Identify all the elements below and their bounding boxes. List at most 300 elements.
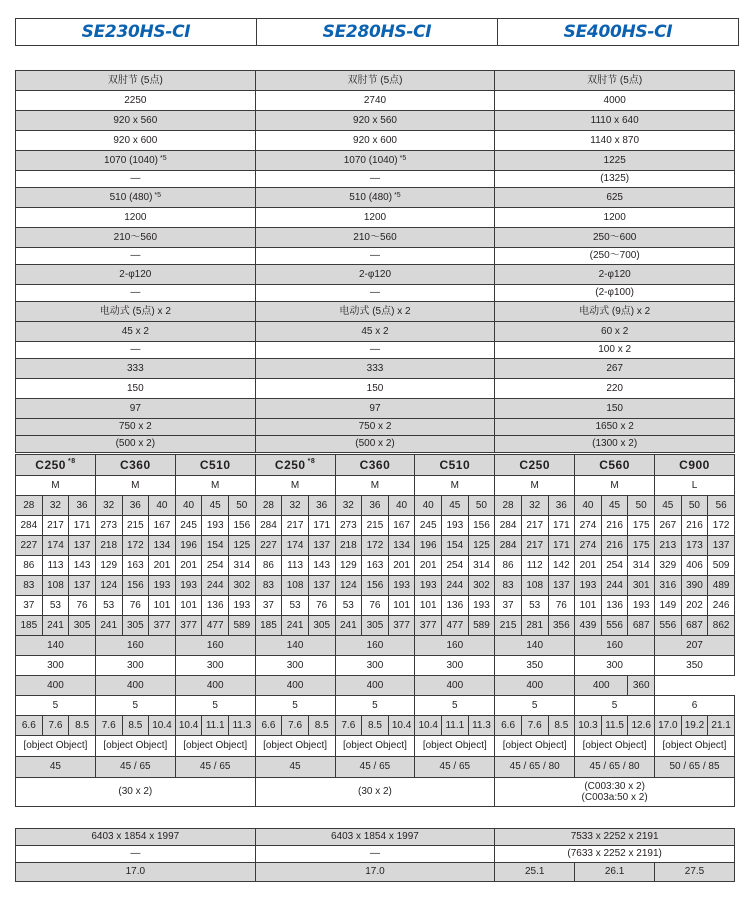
speed-cell	[655, 656, 735, 676]
value-cell	[521, 596, 548, 616]
dimension-cell-text: —	[130, 848, 141, 859]
value-cell	[149, 556, 176, 576]
value-cell-text: 217	[286, 519, 304, 531]
spec-cell	[255, 436, 495, 453]
rpm-cell	[175, 676, 255, 696]
spec-cell-text: 双肘节 (5点)	[347, 74, 403, 86]
value-cell-text: 76	[555, 599, 567, 611]
value-cell-text: 125	[473, 539, 490, 551]
value-cell-text: 274	[579, 539, 597, 551]
value-cell-text: 134	[393, 539, 410, 551]
value-cell	[255, 556, 282, 576]
value-cell	[335, 536, 362, 556]
spec-cell-text: 920 x 600	[113, 134, 158, 146]
value-cell-text: 32	[289, 499, 301, 511]
weight-cell-text: 17.0	[125, 866, 146, 877]
heater-cell	[122, 716, 149, 736]
value-cell-text: 193	[153, 579, 171, 591]
value-cell-text: 284	[20, 519, 38, 531]
spec-cell	[495, 71, 735, 91]
value-cell	[681, 536, 708, 556]
value-cell	[468, 556, 495, 576]
value-cell	[628, 516, 655, 536]
spec-cell	[255, 342, 495, 359]
value-cell	[468, 616, 495, 636]
spec-cell	[16, 248, 256, 265]
hopper-cell	[175, 757, 255, 778]
spec-cell	[495, 342, 735, 359]
value-cell-text: 136	[206, 599, 224, 611]
value-cell	[69, 556, 96, 576]
value-cell	[122, 496, 149, 516]
dimension-cell-text: 7533 x 2252 x 2191	[570, 831, 659, 842]
value-cell	[42, 496, 69, 516]
value-cell	[495, 536, 522, 556]
spec-row	[16, 342, 735, 359]
value-cell	[495, 516, 522, 536]
value-cell-text: 37	[23, 599, 35, 611]
ejector-cell-text: (30 x 2)	[357, 786, 392, 797]
spec-cell	[255, 399, 495, 419]
stroke-cell-text: 160	[366, 639, 384, 651]
value-cell	[601, 596, 628, 616]
motor-cell-text: [object Object]	[183, 740, 248, 751]
value-cell-text: 241	[339, 619, 357, 631]
unit-name-cell-text: C250	[274, 458, 306, 472]
value-cell	[122, 516, 149, 536]
value-cell-text: 32	[529, 499, 541, 511]
heater-cell	[415, 716, 442, 736]
zones-cell-text: 5	[531, 699, 538, 711]
heater-cell-text: 6.6	[501, 719, 516, 731]
heater-cell-text: 12.6	[631, 719, 651, 731]
value-cell-text: 201	[419, 559, 437, 571]
value-cell-text: 241	[286, 619, 304, 631]
value-cell-text: 439	[579, 619, 597, 631]
value-cell	[708, 496, 735, 516]
spec-cell	[16, 265, 256, 285]
hopper-cell	[16, 757, 96, 778]
value-cell	[175, 616, 202, 636]
hopper-cell-text: 45 / 65	[199, 761, 231, 772]
value-cell-text: 377	[180, 619, 197, 631]
spec-cell-text: (1300 x 2)	[592, 438, 638, 449]
value-cell-text: 216	[686, 519, 703, 531]
rpm-cell-text: 400	[446, 679, 464, 691]
hopper-cell	[495, 757, 575, 778]
value-cell-text: 193	[446, 519, 464, 531]
value-cell-text: 377	[419, 619, 437, 631]
zones-cell	[415, 696, 495, 716]
value-cell	[362, 596, 389, 616]
unit-name-cell	[575, 455, 655, 476]
hopper-cell-text: 45 / 65 / 80	[509, 761, 560, 772]
stroke-cell	[255, 636, 335, 656]
value-cell	[229, 516, 256, 536]
heater-cell	[175, 716, 202, 736]
value-cell-text: 53	[529, 599, 541, 611]
screw-type-cell-text: M	[290, 479, 300, 491]
injection-spec-table	[15, 454, 735, 807]
value-cell	[495, 616, 522, 636]
speed-cell-text: 300	[126, 659, 144, 671]
value-cell-text: 45	[449, 499, 461, 511]
stroke-cell	[335, 636, 415, 656]
spec-cell-text: 45 x 2	[361, 325, 389, 337]
value-cell	[42, 616, 69, 636]
heater-cell-text: 11.3	[232, 719, 252, 731]
value-cell-text: 171	[313, 519, 331, 531]
value-cell-text: 316	[659, 579, 677, 591]
rpm-cell	[628, 676, 655, 696]
value-cell-text: 193	[393, 579, 410, 591]
zones-cell	[16, 696, 96, 716]
footnote-mark: *5	[394, 191, 401, 199]
heater-cell	[202, 716, 229, 736]
spec-cell-text: 97	[369, 402, 381, 414]
speed-cell-text: 300	[606, 659, 623, 671]
value-cell	[16, 596, 43, 616]
motor-cell-text: [object Object]	[662, 740, 727, 751]
value-cell	[122, 556, 149, 576]
value-cell-text: 137	[313, 579, 331, 591]
value-cell-text: 171	[552, 519, 570, 531]
dimension-cell	[495, 846, 735, 863]
value-cell-text: 356	[552, 619, 570, 631]
stroke-cell	[575, 636, 655, 656]
spec-cell-text: 电动式 (5点) x 2	[99, 305, 171, 317]
value-cell-text: 124	[100, 579, 118, 591]
value-cell-text: 108	[526, 579, 544, 591]
injection-value-row	[16, 556, 735, 576]
spec-cell-text: 150	[126, 382, 144, 394]
zones-cell-text: 5	[292, 699, 298, 711]
value-cell	[388, 536, 415, 556]
value-cell	[388, 596, 415, 616]
hopper-cell-text: 45 / 65	[120, 761, 151, 772]
value-cell-text: 101	[153, 599, 171, 611]
spec-cell	[16, 342, 256, 359]
value-cell	[175, 576, 202, 596]
value-cell-text: 172	[712, 519, 730, 531]
value-cell-text: 143	[73, 559, 91, 571]
stroke-cell-text: 160	[126, 639, 144, 651]
hopper-cell	[335, 757, 415, 778]
value-cell-text: 193	[206, 519, 224, 531]
value-cell-text: 216	[606, 519, 623, 531]
hopper-cell-text: 45 / 65 / 80	[589, 761, 640, 772]
value-cell	[575, 556, 602, 576]
dimension-cell	[255, 829, 495, 846]
heater-cell	[708, 716, 735, 736]
value-cell-text: 40	[582, 499, 594, 511]
spec-cell	[255, 285, 495, 302]
spec-row	[16, 228, 735, 248]
spec-cell	[495, 171, 735, 188]
zones-cell-text: 5	[611, 699, 618, 711]
screw-type-cell-text: M	[610, 479, 619, 491]
value-cell-text: 244	[606, 579, 623, 591]
value-cell	[362, 576, 389, 596]
heater-cell-text: 11.5	[605, 719, 624, 731]
dimension-cell	[16, 829, 256, 846]
value-cell	[442, 516, 469, 536]
value-cell-text: 113	[287, 559, 304, 571]
value-cell	[255, 516, 282, 536]
screw-type-cell	[575, 476, 655, 496]
value-cell-text: 40	[396, 499, 408, 511]
value-cell	[16, 496, 43, 516]
value-cell	[681, 496, 708, 516]
heater-cell	[308, 716, 335, 736]
value-cell	[202, 516, 229, 536]
ejector-line: (C003:30 x 2)	[584, 781, 645, 792]
stroke-cell-text: 160	[446, 639, 464, 651]
value-cell-text: 862	[712, 619, 730, 631]
value-cell	[16, 556, 43, 576]
hopper-cell-text: 45	[49, 761, 61, 772]
weight-cell	[16, 863, 256, 882]
value-cell-text: 101	[419, 599, 437, 611]
value-cell-text: 390	[686, 579, 703, 591]
value-cell-text: 175	[632, 539, 650, 551]
value-cell	[308, 576, 335, 596]
spec-cell-text: 60 x 2	[601, 325, 629, 337]
speed-cell	[335, 656, 415, 676]
screw-type-cell	[16, 476, 96, 496]
unit-name-cell-text: C360	[359, 458, 391, 472]
stroke-cell	[655, 636, 735, 656]
spec-cell	[16, 379, 256, 399]
value-cell-text: 213	[659, 539, 677, 551]
value-cell	[95, 536, 122, 556]
value-cell	[628, 556, 655, 576]
value-cell-text: 149	[659, 599, 677, 611]
motor-cell-text: [object Object]	[263, 740, 328, 751]
value-cell-text: 477	[206, 619, 224, 631]
value-cell	[468, 516, 495, 536]
value-cell	[681, 576, 708, 596]
heater-cell	[69, 716, 96, 736]
value-cell	[175, 496, 202, 516]
dimension-cell-text: 6403 x 1854 x 1997	[91, 831, 180, 842]
spec-cell-text: (2-φ100)	[595, 287, 635, 298]
value-cell-text: 377	[393, 619, 410, 631]
value-cell-text: 254	[206, 559, 224, 571]
value-cell-text: 284	[499, 519, 517, 531]
value-cell-text: 201	[393, 559, 410, 571]
value-cell	[468, 496, 495, 516]
zones-cell-text: 6	[691, 699, 698, 711]
screw-type-cell	[655, 476, 735, 496]
weight-cell-text: 17.0	[365, 866, 385, 877]
spec-cell-text: 510 (480)	[109, 191, 153, 203]
rpm-cell	[255, 676, 335, 696]
value-cell	[202, 556, 229, 576]
spec-cell-text: 1200	[603, 211, 626, 223]
value-cell-text: 406	[686, 559, 703, 571]
hopper-cell	[95, 757, 175, 778]
value-cell	[282, 516, 309, 536]
spec-cell	[495, 228, 735, 248]
value-cell-text: 217	[526, 539, 544, 551]
value-cell-text: 124	[339, 579, 357, 591]
heater-cell-text: 7.6	[341, 719, 356, 731]
spec-cell-text: 267	[606, 362, 623, 374]
value-cell	[628, 616, 655, 636]
spec-cell	[495, 436, 735, 453]
heater-cell-text: 11.1	[205, 719, 225, 731]
value-cell	[229, 576, 256, 596]
value-cell	[575, 576, 602, 596]
spec-cell-text: 750 x 2	[118, 421, 152, 432]
value-cell-text: 185	[260, 619, 277, 631]
spec-cell-text: 2-φ120	[119, 268, 152, 280]
spec-row	[16, 359, 735, 379]
value-cell	[282, 496, 309, 516]
value-cell	[442, 576, 469, 596]
value-cell-text: 101	[579, 599, 597, 611]
speed-cell-text: 300	[286, 659, 304, 671]
motor-cell-text: [object Object]	[422, 740, 487, 751]
value-cell-text: 156	[473, 519, 490, 531]
footnote-mark: *5	[159, 154, 167, 162]
stroke-cell-text: 140	[526, 639, 544, 651]
value-cell-text: 305	[366, 619, 384, 631]
unit-name-cell	[335, 455, 415, 476]
spec-cell-text: 750 x 2	[358, 421, 392, 432]
value-cell	[415, 556, 442, 576]
value-cell-text: 50	[635, 499, 647, 511]
heater-cell-text: 8.5	[128, 719, 143, 731]
value-cell-text: 76	[316, 599, 328, 611]
spec-row	[16, 399, 735, 419]
value-cell-text: 36	[555, 499, 567, 511]
value-cell	[655, 616, 682, 636]
spec-cell	[255, 322, 495, 342]
value-cell-text: 687	[632, 619, 650, 631]
value-cell-text: 216	[606, 539, 623, 551]
heater-cell-text: 10.4	[152, 719, 172, 731]
value-cell	[575, 596, 602, 616]
value-cell	[468, 576, 495, 596]
value-cell-text: 215	[126, 519, 144, 531]
hopper-cell	[255, 757, 335, 778]
motor-cell-text: [object Object]	[342, 740, 407, 751]
value-cell	[655, 496, 682, 516]
model-header-table	[15, 18, 739, 46]
spec-cell	[495, 359, 735, 379]
spec-row	[16, 171, 735, 188]
heater-cell-text: 10.3	[578, 719, 598, 731]
value-cell	[308, 556, 335, 576]
value-cell	[282, 616, 309, 636]
value-cell	[415, 616, 442, 636]
spec-cell	[16, 91, 256, 111]
value-cell	[548, 616, 575, 636]
spec-cell	[16, 359, 256, 379]
spec-cell	[255, 419, 495, 436]
value-cell-text: 137	[73, 539, 91, 551]
value-cell-text: 193	[233, 599, 251, 611]
unit-name-cell-text: C510	[439, 458, 471, 472]
value-cell	[521, 516, 548, 536]
heater-cell	[468, 716, 495, 736]
injection-value-row	[16, 616, 735, 636]
spec-cell-text: 150	[606, 402, 623, 414]
value-cell	[69, 496, 96, 516]
value-cell-text: 113	[47, 559, 64, 571]
spec-cell	[255, 91, 495, 111]
ejector-cell-text: (30 x 2)	[118, 786, 153, 797]
zones-cell	[95, 696, 175, 716]
value-cell-text: 53	[342, 599, 354, 611]
clamping-spec-table	[15, 70, 735, 453]
weight-cell-text: 25.1	[524, 866, 545, 877]
heater-cell	[42, 716, 69, 736]
zones-cell	[175, 696, 255, 716]
value-cell-text: 76	[129, 599, 141, 611]
value-cell	[95, 516, 122, 536]
value-cell-text: 137	[552, 579, 570, 591]
value-cell-text: 76	[369, 599, 381, 611]
injection-value-row	[16, 536, 735, 556]
value-cell	[282, 576, 309, 596]
value-cell-text: 86	[262, 559, 274, 571]
spec-cell-text: 电动式 (5点) x 2	[339, 305, 411, 317]
screw-type-cell-text: M	[211, 479, 220, 491]
value-cell	[548, 556, 575, 576]
screw-type-cell	[175, 476, 255, 496]
spec-cell-text: 333	[366, 362, 384, 374]
value-cell-text: 193	[632, 599, 650, 611]
value-cell	[495, 496, 522, 516]
speed-cell	[16, 656, 96, 676]
value-cell-text: 244	[206, 579, 224, 591]
value-cell	[575, 616, 602, 636]
value-cell-text: 32	[103, 499, 115, 511]
value-cell-text: 101	[393, 599, 410, 611]
value-cell-text: 53	[289, 599, 301, 611]
spec-cell	[495, 265, 735, 285]
injection-value-row	[16, 576, 735, 596]
value-cell-text: 83	[262, 579, 274, 591]
value-cell-text: 143	[313, 559, 331, 571]
stroke-cell-text: 140	[47, 639, 64, 651]
spec-cell-text: 2740	[363, 94, 387, 106]
spec-row	[16, 111, 735, 131]
value-cell-text: 86	[23, 559, 35, 571]
value-cell-text: 156	[233, 519, 251, 531]
spec-cell-text: 双肘节 (5点)	[587, 74, 643, 86]
value-cell-text: 314	[233, 559, 251, 571]
value-cell-text: 202	[686, 599, 703, 611]
value-cell	[69, 616, 96, 636]
value-cell	[69, 536, 96, 556]
spec-row	[16, 248, 735, 265]
heater-cell-text: 7.6	[527, 719, 542, 731]
heater-cell-text: 6.6	[21, 719, 36, 731]
value-cell-text: 28	[262, 499, 274, 511]
spec-cell-text: 45 x 2	[121, 325, 149, 337]
zones-cell-text: 5	[372, 699, 378, 711]
speed-cell-text: 300	[206, 659, 224, 671]
spec-cell	[495, 285, 735, 302]
spec-cell-text: 1140 x 870	[590, 134, 640, 146]
spec-cell	[495, 111, 735, 131]
stroke-cell	[175, 636, 255, 656]
value-cell	[282, 556, 309, 576]
